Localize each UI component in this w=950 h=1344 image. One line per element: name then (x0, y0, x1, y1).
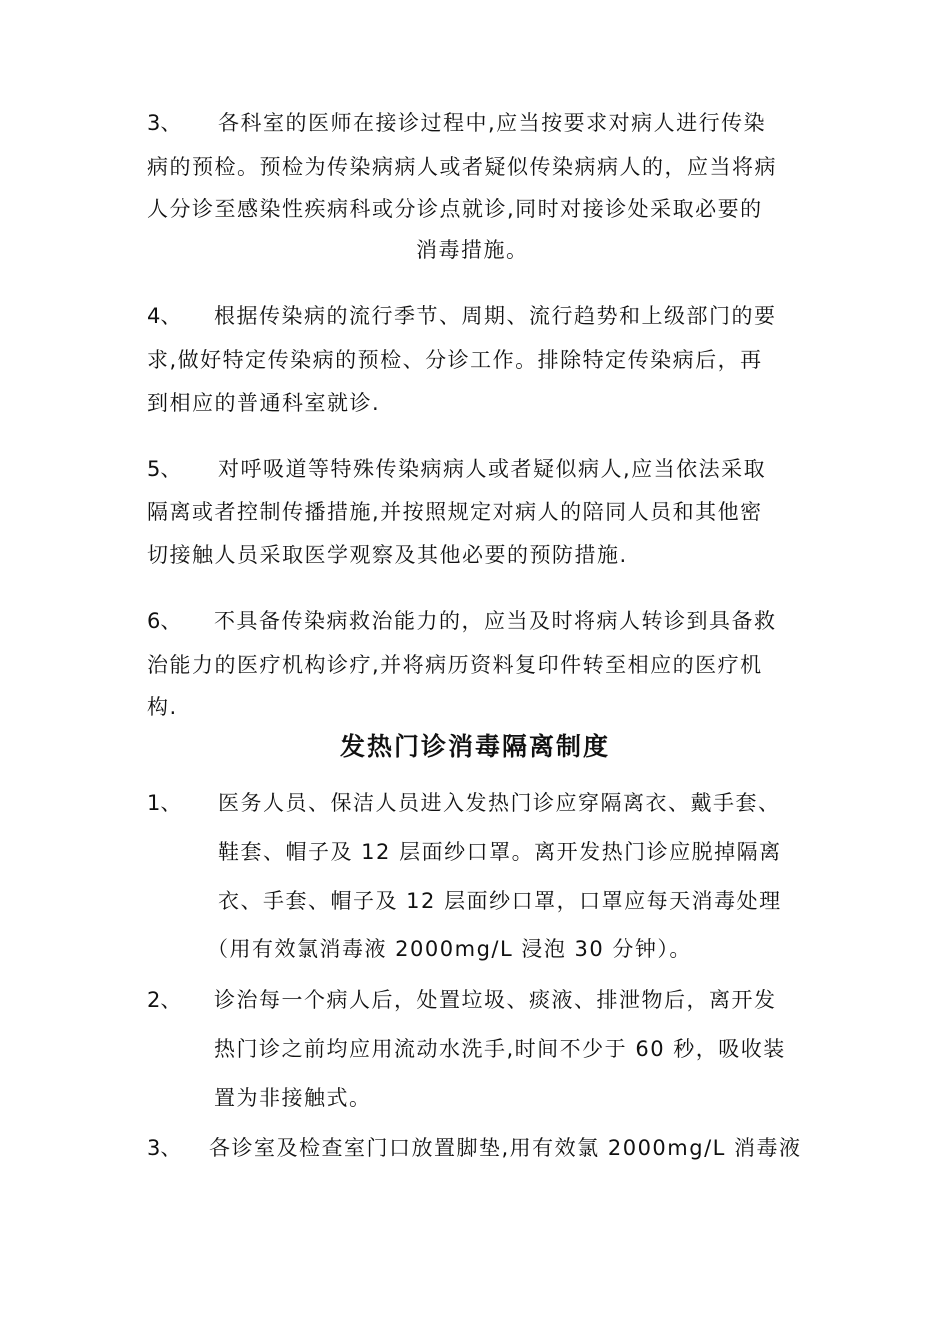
item-number: 4、 (147, 304, 182, 328)
section-title: 发热门诊消毒隔离制度 (339, 732, 610, 761)
item-text-line: 切接触人员采取医学观察及其他必要的预防措施. (147, 543, 628, 567)
item-number: 1、 (147, 791, 182, 815)
item-number: 3、 (147, 111, 182, 135)
item-text-line: 治能力的医疗机构诊疗,并将病历资料复印件转至相应的医疗机 (147, 653, 763, 677)
item-text-line: （用有效氯消毒液 2000mg/L 浸泡 30 分钟）。 (207, 937, 692, 961)
item-text-line: 置为非接触式。 (214, 1086, 372, 1110)
item-text-line: 构. (147, 695, 178, 719)
item-text-line: 诊治每一个病人后，处置垃圾、痰液、排泄物后，离开发 (214, 988, 777, 1012)
item-text-line: 对呼吸道等特殊传染病病人或者疑似病人,应当依法采取 (218, 457, 767, 481)
item-text-line: 求,做好特定传染病的预检、分诊工作。排除特定传染病后，再 (147, 348, 763, 372)
item-text-line: 隔离或者控制传播措施,并按照规定对病人的陪同人员和其他密 (147, 500, 763, 524)
item-number: 5、 (147, 457, 182, 481)
item-text-line: 各科室的医师在接诊过程中,应当按要求对病人进行传染 (218, 111, 767, 135)
item-text-line: 衣、手套、帽子及 12 层面纱口罩，口罩应每天消毒处理 (218, 889, 782, 913)
item-text-line: 各诊室及检查室门口放置脚垫,用有效氯 2000mg/L 消毒液 (209, 1136, 802, 1160)
item-text-line: 人分诊至感染性疾病科或分诊点就诊,同时对接诊处采取必要的 (147, 197, 763, 221)
item-text-line: 根据传染病的流行季节、周期、流行趋势和上级部门的要 (214, 304, 777, 328)
item-number: 3、 (147, 1136, 182, 1160)
item-text-line: 热门诊之前均应用流动水洗手,时间不少于 60 秒，吸收装 (214, 1037, 786, 1061)
item-number: 6、 (147, 609, 182, 633)
item-text-line: 病的预检。预检为传染病病人或者疑似传染病病人的，应当将病 (147, 155, 777, 179)
item-text-line: 消毒措施。 (416, 238, 529, 262)
item-text-line: 鞋套、帽子及 12 层面纱口罩。离开发热门诊应脱掉隔离 (218, 840, 782, 864)
item-number: 2、 (147, 988, 182, 1012)
item-text-line: 到相应的普通科室就诊. (147, 391, 381, 415)
item-text-line: 不具备传染病救治能力的，应当及时将病人转诊到具备救 (214, 609, 777, 633)
item-text-line: 医务人员、保洁人员进入发热门诊应穿隔离衣、戴手套、 (218, 791, 781, 815)
